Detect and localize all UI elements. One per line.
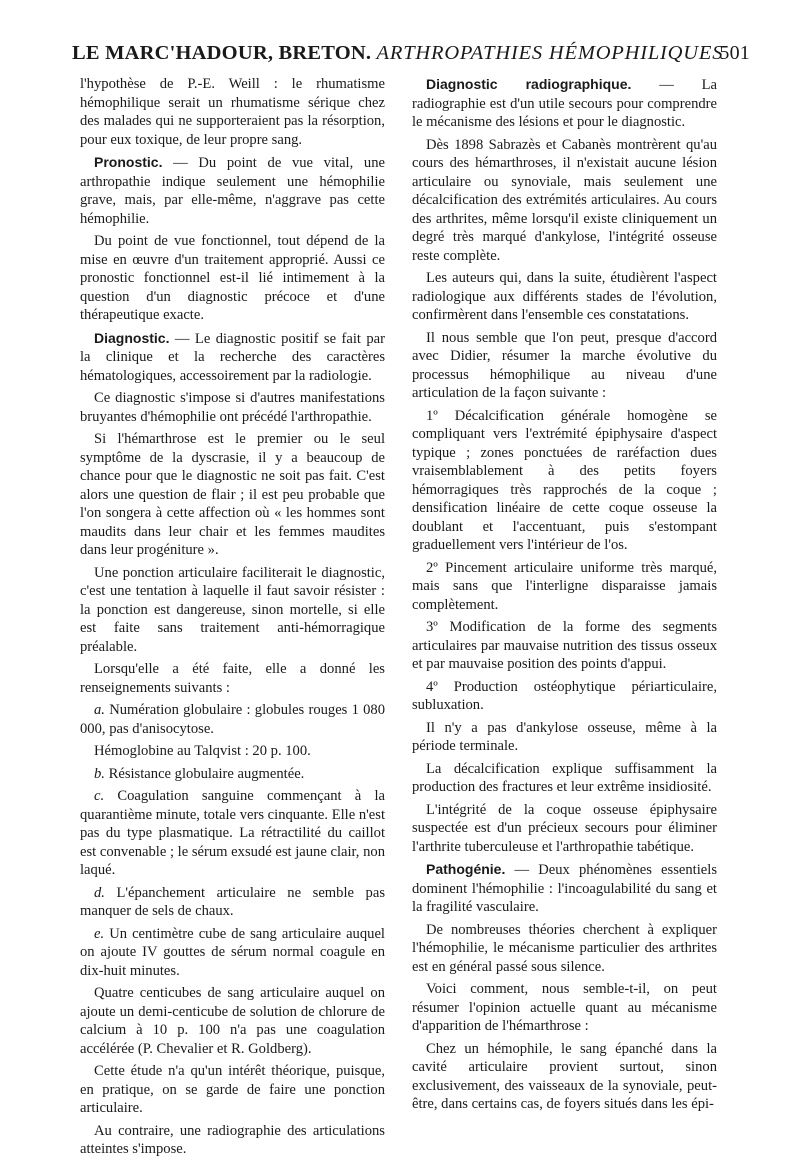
- list-letter: e.: [94, 925, 105, 942]
- paragraph: Il n'y a pas d'ankylose osseuse, même à la période terminale.: [412, 719, 717, 754]
- paragraph: Dès 1898 Sabrazès et Cabanès montrèrent qu'au cours des hémarthroses, il n'existait aucune lésion articulaire ou synoviale, mais seulement une décalcification des extrémités articulaires. Au cours des arthrites, même lorsqu'il existe cliniquement un degré très marqué d'ankylose, l'intégrité osseuse reste complète.: [412, 136, 717, 264]
- paragraph: Ce diagnostic s'impose si d'autres manifestations bruyantes d'hémophilie ont précédé l'arthropathie.: [80, 390, 385, 425]
- paragraph: l'hypothèse de P.-E. Weill : le rhumatisme hémophilique serait un rhumatisme sérique chez des malades qui ne supporteraient pas la résorption, pour eux toxique, de leur propre sang.: [80, 76, 385, 148]
- list-item-c: [80, 787, 385, 880]
- paragraph: L'intégrité de la coque osseuse épiphysaire suspectée est d'un précieux secours pour éliminer l'arthrite tuberculeuse et l'arthropathie tabétique.: [412, 801, 717, 855]
- list-text: Coagulation sanguine commençant à la quarantième minute, totale vers cinquante. Elle n'est pas du type plasmatique. La rétractilité du caillot est convenable ; le sérum exsudé est jaune clair, non laqué.: [80, 788, 385, 878]
- paragraph-text: — La radiographie est d'un utile secours pour comprendre le mécanisme des lésions et pour le diagnostic.: [412, 77, 718, 130]
- list-letter: d.: [94, 884, 105, 901]
- paragraph: Les auteurs qui, dans la suite, étudièrent l'aspect radiologique aux différents stades de l'évolution, confirmèrent dans l'ensemble ces constatations.: [412, 270, 717, 323]
- list-letter: a.: [94, 702, 105, 718]
- list-text: Un centimètre cube de sang articulaire auquel on ajoute IV gouttes de sérum normal coagule en dix-huit minutes.: [80, 925, 385, 979]
- list-item-b: [80, 765, 385, 784]
- paragraph: Au contraire, une radiographie des articulations atteintes s'impose.: [80, 1122, 385, 1157]
- list-item-2: 2º Pincement articulaire uniforme très marqué, mais sans que l'interligne disparaisse jamais complètement.: [412, 559, 717, 613]
- header-authors: LE MARC'HADOUR, BRETON.: [72, 42, 372, 64]
- paragraph: Chez un hémophile, le sang épanché dans la cavité articulaire provient surtout, sinon exclusivement, des vaisseaux de la synoviale, peut-être, dans certains cas, de foyers situés dans les épi-: [412, 1040, 717, 1112]
- list-letter: c.: [94, 788, 105, 804]
- paragraph-text: — Du point de vue vital, une arthropathie indique seulement une hémophilie grave, mais, par elle-même, n'aggrave pas cette hémophilie.: [80, 155, 385, 227]
- list-item-3: 3º Modification de la forme des segments articulaires par mauvaise nutrition des tissus osseux et par mauvaise position des points d'appui.: [412, 619, 717, 672]
- list-text: Numération globulaire : globules rouges 1 080 000, pas d'anisocytose.: [80, 702, 385, 737]
- paragraph: La décalcification explique suffisamment la production des fractures et leur extrême insidiosité.: [412, 760, 717, 795]
- radiographic-paragraph: [412, 75, 717, 132]
- list-text: Résistance globulaire augmentée.: [108, 765, 305, 782]
- pathogenie-paragraph: [412, 860, 717, 917]
- right-column: [412, 75, 717, 1118]
- paragraph: Une ponction articulaire faciliterait le diagnostic, c'est une tentation à laquelle il faut savoir résister : la ponction est dangereuse, sinon mortelle, si elle est faite sans traitement anti-hémorragique préalable.: [80, 564, 385, 655]
- paragraph: Voici comment, nous semble-t-il, on peut résumer l'opinion actuelle quant au mécanisme d'apparition de l'hémarthrose :: [412, 981, 717, 1034]
- list-item-4: 4º Production ostéophytique périarticulaire, subluxation.: [412, 678, 717, 713]
- section-heading-pathogenie: Pathogénie.: [426, 861, 506, 877]
- list-item-d: [80, 884, 385, 921]
- paragraph-text: — Le diagnostic positif se fait par la clinique et la recherche des caractères hématologiques, accessoirement par la radiologie.: [80, 330, 385, 384]
- section-heading-pronostic: Pronostic.: [94, 154, 163, 170]
- list-item-a: [80, 701, 385, 738]
- pronostic-paragraph: [80, 153, 385, 228]
- paragraph: Cette étude n'a qu'un intérêt théorique, puisque, en pratique, on se garde de faire une ponction articulaire.: [80, 1063, 385, 1116]
- paragraph-text: — Deux phénomènes essentiels dominent l'hémophilie : l'incoagulabilité du sang et la fragilité vasculaire.: [412, 862, 717, 915]
- list-letter: b.: [94, 765, 105, 782]
- left-column: [80, 75, 385, 1163]
- list-item-a-hemoglobin: Hémoglobine au Talqvist : 20 p. 100.: [94, 743, 311, 759]
- header-title: ARTHROPATHIES HÉMOPHILIQUES: [376, 42, 724, 64]
- paragraph: Quatre centicubes de sang articulaire auquel on ajoute un demi-centicube de solution de chlorure de calcium à 10 p. 100 n'a pas une coagulation accélérée (P. Chevalier et R. Goldberg).: [80, 985, 385, 1057]
- list-item-e: [80, 925, 385, 981]
- paragraph: Si l'hémarthrose est le premier ou le seul symptôme de la dyscrasie, il y a beaucoup de chance pour que le diagnostic ne soit pas fait. C'est alors une question de flair ; il est peu probable que l'on songera à cette affection où « les hommes sont maudits dans leur chair et les femmes maudites dans leur progéniture ».: [80, 431, 385, 558]
- list-text: L'épanchement articulaire ne semble pas manquer de sels de chaux.: [80, 884, 385, 919]
- paragraph: Il nous semble que l'on peut, presque d'accord avec Didier, résumer la marche évolutive du processus hémophilique au niveau d'une articulation de la façon suivante :: [412, 329, 717, 401]
- section-heading-diagnostic-radiographique: Diagnostic radiographique.: [426, 76, 632, 92]
- section-heading-diagnostic: Diagnostic.: [94, 329, 170, 346]
- list-item-1: 1º Décalcification générale homogène se compliquant vers l'extrémité épiphysaire d'aspect typique ; zones ponctuées de raréfaction dues vraisemblablement à des petits foyers hémorragiques très rapprochés de la coque ; densification linéaire de cette coque osseuse la doublant et l'accentuant, puis s'estompant graduellement vers l'intérieur de l'os.: [412, 407, 717, 553]
- paragraph: De nombreuses théories cherchent à expliquer l'hémophilie, le mécanisme particulier des arthrites est en général passé sous silence.: [412, 921, 717, 975]
- running-header: [72, 42, 750, 72]
- page-number: 501: [719, 42, 750, 64]
- paragraph: Du point de vue fonctionnel, tout dépend de la mise en œuvre d'un traitement approprié. Aussi ce pronostic fonctionnel est-il lié intimement à la question d'un diagnostic précoce et d'une thérapeutique exacte.: [80, 233, 385, 323]
- diagnostic-paragraph: [80, 329, 385, 386]
- paragraph: Lorsqu'elle a été faite, elle a donné les renseignements suivants :: [80, 661, 385, 696]
